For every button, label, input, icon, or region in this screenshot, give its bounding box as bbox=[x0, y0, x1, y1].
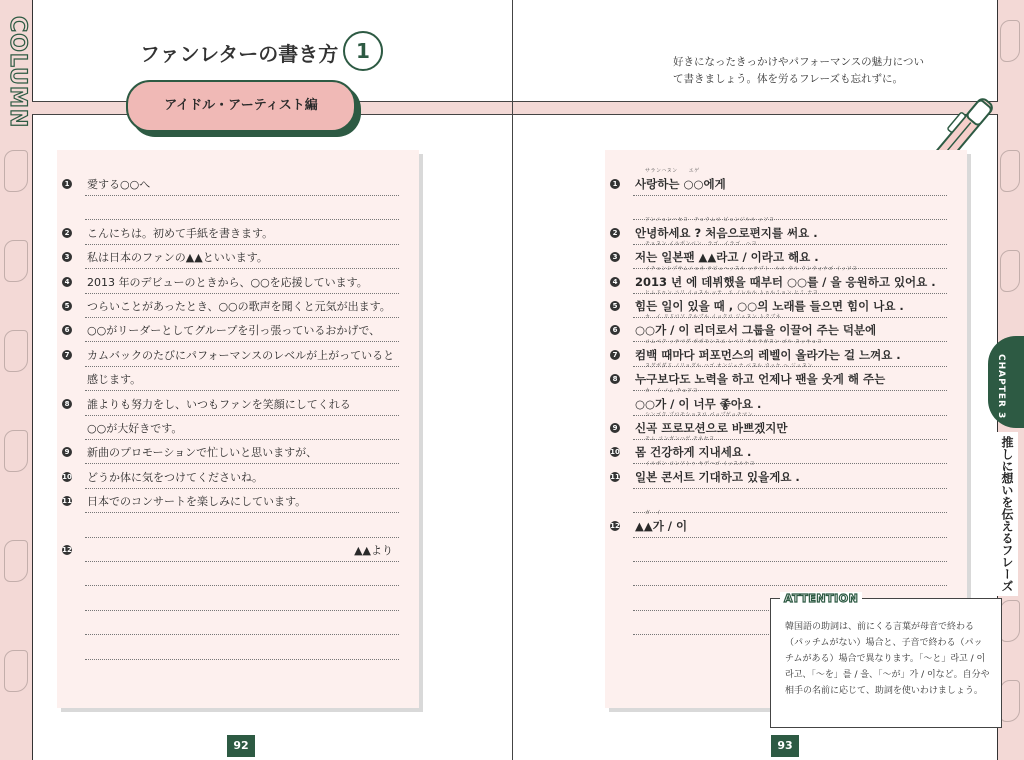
illustration-icon bbox=[4, 650, 28, 692]
letter-text: 新曲のプロモーションで忙しいと思いますが、 bbox=[87, 446, 318, 460]
letter-line bbox=[57, 343, 419, 367]
dotted-rule bbox=[85, 659, 399, 660]
line-number-badge: 12 bbox=[62, 546, 72, 554]
illustration-icon bbox=[4, 240, 28, 282]
line-number-badge: 11 bbox=[62, 497, 72, 506]
attention-text: 韓国語の助詞は、前にくる言葉が母音で終わる（パッチムがない）場合と、子音で終わる（パッチムがある）場合で異なります。「～と」라고 / 이라고、「～を」를 / 을、「～が」가 / 이など。自分や相手の名前に応じて、助詞を使いわけましょう。 bbox=[785, 622, 990, 696]
letter-text: こんにちは。初めて手紙を書きます。 bbox=[87, 226, 274, 240]
letter-line bbox=[57, 318, 419, 342]
line-number-badge: 9 bbox=[62, 447, 72, 457]
pronunciation-ruby: コムベク ッテマダ ポポモンスエ レベリ オルラガヌン ゴル ヌッキョヨ bbox=[645, 338, 823, 345]
letter-text: ○○が大好きです。 bbox=[87, 422, 183, 435]
illustration-icon bbox=[1000, 600, 1020, 642]
letter-line bbox=[57, 465, 419, 489]
line-number-badge: 12 bbox=[610, 521, 620, 530]
line-number-badge: 2 bbox=[62, 228, 72, 238]
letter-line bbox=[57, 440, 419, 464]
illustration-icon bbox=[4, 330, 28, 372]
line-number-badge: 3 bbox=[610, 252, 620, 262]
page-title: ファンレターの書き方 bbox=[140, 42, 339, 66]
section-pill: アイドル・アーティスト編 bbox=[126, 80, 356, 132]
letter-line bbox=[605, 562, 967, 586]
letter-line bbox=[605, 168, 967, 196]
pronunciation-ruby: カ イ リドロソ クルブル イックロ ジュヌン トクブネ bbox=[645, 314, 782, 321]
column-label: COLUMN bbox=[5, 16, 30, 129]
line-number-badge: 4 bbox=[62, 277, 72, 287]
pronunciation-ruby: イルボン コンソトゥ キデハゴ イッスルケヨ bbox=[645, 460, 756, 467]
line-number-badge: 10 bbox=[62, 472, 72, 481]
letter-line bbox=[57, 489, 419, 513]
letter-text: カムバックのたびにパフォーマンスのレベルが上がっていると bbox=[87, 348, 395, 362]
attention-label: ATTENTION bbox=[780, 592, 862, 605]
attention-box bbox=[770, 598, 1002, 728]
intro-text bbox=[673, 54, 924, 88]
letter-line bbox=[605, 460, 967, 489]
letter-line bbox=[57, 514, 419, 538]
pronunciation-ruby: シンゴク プロモショヌロ パップゲッチマン bbox=[645, 412, 754, 418]
pronunciation-ruby: アンニョンハセヨ チョウムロ ピョンジルル ッソヨ bbox=[645, 216, 775, 223]
illustration-icon bbox=[1000, 20, 1020, 62]
letter-text: 感じます。 bbox=[87, 373, 142, 387]
line-number-badge: 1 bbox=[610, 179, 620, 189]
letter-text: ○○가 / 이 너무 좋아요 . bbox=[635, 396, 762, 411]
letter-line bbox=[57, 294, 419, 318]
letter-line bbox=[57, 270, 419, 294]
chapter-title: 推しに想いを伝えるフレーズ bbox=[997, 432, 1018, 596]
line-number-badge: 6 bbox=[62, 325, 72, 335]
pronunciation-ruby: カ イ ノム チョアヨ bbox=[645, 387, 699, 394]
letter-line bbox=[57, 245, 419, 269]
line-number-badge: 7 bbox=[62, 350, 72, 360]
letter-text: 힘든 일이 있을 때 , ○○의 노래를 들으면 힘이 나요 . bbox=[635, 299, 904, 313]
line-number-badge: 9 bbox=[610, 423, 620, 433]
line-number-badge: 4 bbox=[610, 277, 620, 287]
letter-line bbox=[605, 538, 967, 562]
letter-line bbox=[57, 538, 419, 562]
japanese-letter-card bbox=[57, 150, 419, 708]
pronunciation-ruby: モム コンガンハゲ チネセヨ bbox=[645, 436, 715, 443]
letter-line bbox=[57, 392, 419, 416]
letter-line bbox=[57, 611, 419, 635]
pronunciation-ruby: ヒムドゥン ニリ イッスル ッテ エ ノレルル トゥルミョン ヒミ ナヨ bbox=[645, 290, 819, 296]
illustration-icon bbox=[1000, 680, 1020, 722]
line-number-badge: 8 bbox=[62, 399, 72, 409]
intro-line: て書きましょう。体を労るフレーズも忘れずに。 bbox=[673, 73, 904, 85]
letter-text: 안녕하세요 ? 처음으로편지를 써요 . bbox=[635, 225, 818, 240]
letter-text: 일본 콘서트 기대하고 있을게요 . bbox=[635, 469, 800, 484]
letter-line bbox=[57, 587, 419, 611]
illustration-icon bbox=[4, 430, 28, 472]
line-number-badge: 7 bbox=[610, 350, 620, 360]
letter-line bbox=[605, 509, 967, 538]
letter-text: ○○가 / 이 리더로서 그룹을 이끌어 주는 덕분에 bbox=[635, 323, 877, 338]
line-number-badge: 8 bbox=[610, 374, 620, 384]
letter-text: 誰よりも努力をし、いつもファンを笑顔にしてくれる bbox=[87, 397, 351, 411]
illustration-icon bbox=[4, 150, 28, 192]
letter-text: 신곡 프로모션으로 바쁘겠지만 bbox=[635, 421, 788, 435]
letter-line bbox=[57, 172, 419, 196]
letter-text: ▲▲가 / 이 bbox=[635, 518, 688, 533]
line-number-badge: 11 bbox=[610, 472, 620, 481]
illustration-icon bbox=[1000, 250, 1020, 292]
page-number-left: 92 bbox=[227, 735, 255, 757]
pronunciation-ruby: ヌグボダド ノリョグル ハゴ オンジェナ ペヌル ウッケ ヘ ジュヌン bbox=[645, 363, 813, 370]
letter-text: 누구보다도 노력을 하고 언제나 팬을 웃게 해 주는 bbox=[635, 372, 886, 387]
title-number-badge: 1 bbox=[343, 31, 383, 71]
line-number-badge: 5 bbox=[610, 301, 620, 311]
letter-line bbox=[57, 636, 419, 660]
line-number-badge: 2 bbox=[610, 228, 620, 238]
page-number-right: 93 bbox=[771, 735, 799, 757]
letter-line bbox=[57, 416, 419, 440]
letter-text: 사랑하는 ○○에게 bbox=[635, 177, 726, 191]
illustration-icon bbox=[4, 540, 28, 582]
chapter-label: CHAPTER 3 bbox=[996, 354, 1006, 420]
letter-text: 몸 건강하게 지내세요 . bbox=[635, 445, 752, 460]
signature: ▲▲より bbox=[354, 544, 393, 557]
pronunciation-ruby: チョヌン イルボンペン ラゴ イラゴ ヘヨ bbox=[645, 241, 757, 248]
pronunciation-ruby: イチョンシプサムニョネ テビュヘッスル ッテブト ルル ウル ウンウォナゴ イッソヨ bbox=[645, 265, 858, 272]
line-number-badge: 5 bbox=[62, 301, 72, 311]
letter-text: 2013 年のデビューのときから、○○を応援しています。 bbox=[87, 275, 368, 289]
line-number-badge: 6 bbox=[610, 325, 620, 335]
letter-text: 저는 일본팬 ▲▲라고 / 이라고 해요 . bbox=[635, 250, 819, 265]
letter-text: 컴백 때마다 퍼포먼스의 레벨이 올라가는 걸 느껴요 . bbox=[635, 347, 901, 362]
letter-line bbox=[57, 367, 419, 391]
chapter-tab bbox=[988, 336, 1024, 428]
letter-text: 日本でのコンサートを楽しみにしています。 bbox=[87, 495, 307, 509]
letter-text: つらいことがあったとき、○○の歌声を聞くと元気が出ます。 bbox=[87, 300, 391, 313]
letter-line bbox=[57, 562, 419, 586]
pronunciation-ruby: ガ イ bbox=[645, 509, 662, 516]
letter-text: 私は日本のファンの▲▲といいます。 bbox=[87, 251, 268, 265]
letter-text: ○○がリーダーとしてグループを引っ張っているおかげで、 bbox=[87, 324, 381, 338]
letter-text: 2013 년 에 데뷔했을 때부터 ○○를 / 을 응원하고 있어요 . bbox=[635, 274, 936, 289]
line-number-badge: 10 bbox=[610, 448, 620, 457]
letter-line bbox=[57, 221, 419, 245]
letter-text: どうか体に気をつけてくださいね。 bbox=[87, 470, 263, 484]
letter-text: 愛する○○へ bbox=[87, 178, 151, 191]
letter-line bbox=[57, 196, 419, 220]
line-number-badge: 3 bbox=[62, 252, 72, 262]
line-number-badge: 1 bbox=[62, 179, 72, 189]
pronunciation-ruby: サランハヌン エゲ bbox=[645, 168, 700, 174]
intro-line: 好きになったきっかけやパフォーマンスの魅力につい bbox=[673, 56, 924, 68]
